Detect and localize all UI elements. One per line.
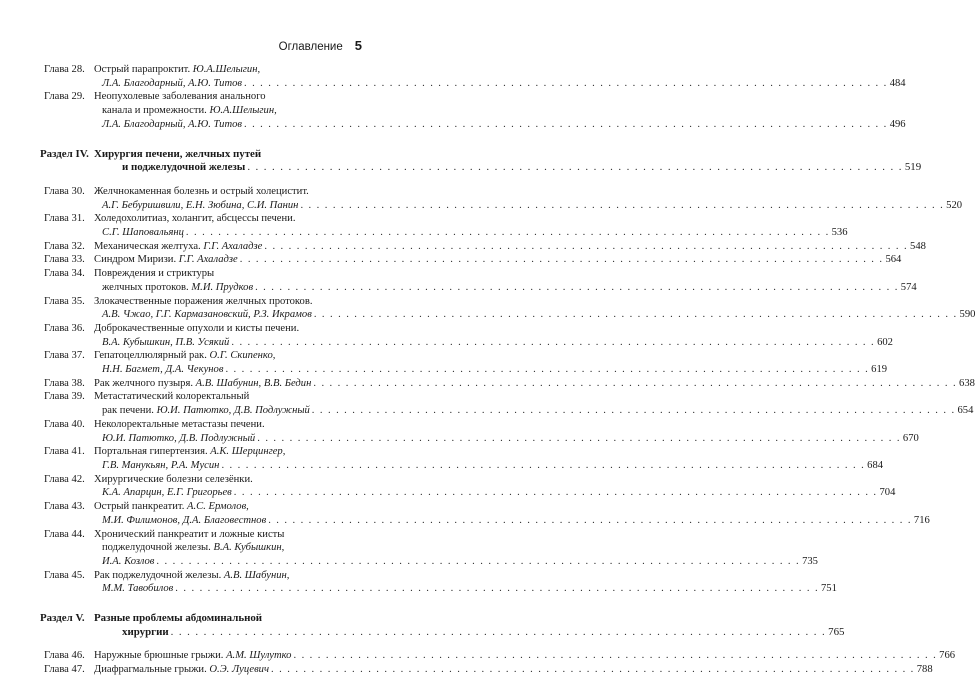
leader-dots — [268, 514, 912, 528]
leader-dots — [186, 226, 830, 240]
leader-dots — [293, 649, 937, 663]
author-names: Л.А. Благодарный, А.Ю. Титов — [102, 77, 242, 89]
chapter-title: Гепатоцеллюлярный рак. — [94, 350, 210, 362]
chapter-number: Глава 33. — [44, 254, 85, 266]
page-ref[interactable]: 654 — [957, 405, 974, 417]
entry-line — [94, 199, 963, 213]
chapter-number: Глава 34. — [44, 268, 85, 280]
toc-entry[interactable] — [44, 445, 884, 472]
section-title-line — [94, 161, 922, 175]
toc-entry[interactable] — [44, 377, 975, 391]
entry-line — [94, 486, 896, 500]
entry-line — [94, 77, 906, 91]
table-of-contents — [40, 63, 975, 677]
page-ref[interactable]: 788 — [916, 664, 933, 676]
leader-dots — [300, 199, 944, 213]
entry-line — [94, 226, 848, 240]
leader-dots — [171, 626, 827, 640]
author-names: А.В. Чжао, Г.Г. Кармазановский, Р.З. Икрамов — [102, 309, 312, 321]
author-names: М.И. Прудков — [191, 281, 254, 293]
chapter-number: Глава 40. — [44, 418, 85, 430]
entry-line — [94, 445, 362, 459]
leader-dots — [225, 363, 869, 377]
entry-text — [102, 118, 242, 132]
page-ref[interactable]: 536 — [831, 227, 848, 239]
section-label: Раздел IV. — [40, 147, 89, 160]
author-names: Г.Г. Ахаладзе — [178, 254, 238, 266]
section-title-text: хирургии — [122, 625, 169, 638]
page-ref[interactable]: 670 — [902, 432, 919, 444]
author-names: М.И. Филимонов, Д.А. Благовестнов — [102, 514, 267, 526]
entry-text — [94, 253, 238, 267]
author-names: Ю.И. Патютко, Д.В. Подлужный — [102, 432, 256, 444]
entry-line — [94, 253, 902, 267]
author-names: А.С. Ермолов, — [187, 501, 249, 513]
author-names: О.Э. Луцевич — [209, 664, 270, 676]
entry-text — [102, 308, 312, 322]
section-title-text: Хирургия печени, желчных путей — [94, 147, 262, 160]
chapter-title: Механическая желтуха. — [94, 240, 204, 252]
entry-text — [94, 349, 275, 363]
page-ref[interactable]: 619 — [871, 364, 888, 376]
section-title-line — [94, 148, 362, 162]
chapter-title: Холедохолитиаз, холангит, абсцессы печени. — [94, 213, 296, 225]
entry-line — [94, 90, 362, 104]
toc-entry[interactable] — [44, 253, 902, 267]
chapter-title: Желчнокаменная болезнь и острый холецистит. — [94, 185, 309, 197]
chapter-title: Синдром Миризи. — [94, 254, 179, 266]
author-names: Г.Г. Ахаладзе — [203, 240, 263, 252]
page-ref[interactable]: 704 — [879, 487, 896, 499]
entry-text — [94, 267, 214, 281]
chapter-title: Диафрагмальные грыжи. — [94, 664, 210, 676]
chapter-title: Повреждения и стриктуры — [94, 268, 215, 280]
chapter-title: Хирургические болезни селезёнки. — [94, 473, 253, 485]
chapter-title: Неколоректальные метастазы печени. — [94, 418, 265, 430]
chapter-title: желчных протоков. — [102, 281, 192, 293]
toc-entry[interactable] — [44, 63, 906, 90]
toc-entry[interactable] — [44, 500, 930, 527]
entry-line — [94, 322, 362, 336]
leader-dots — [264, 240, 908, 254]
entry-line — [94, 104, 362, 118]
page-ref[interactable]: 638 — [959, 377, 975, 389]
entry-text — [94, 500, 249, 514]
entry-line — [94, 267, 362, 281]
leader-dots — [247, 161, 903, 175]
chapter-title: Острый парапроктит. — [94, 64, 193, 75]
chapter-number: Глава 32. — [44, 240, 85, 252]
entry-line — [94, 240, 926, 254]
entry-line — [94, 541, 362, 555]
author-names: Ю.И. Патютко, Д.В. Подлужный — [156, 405, 310, 417]
entry-text — [102, 336, 229, 350]
author-names: А.В. Шабунин, — [223, 569, 290, 581]
entry-text — [94, 418, 265, 432]
chapter-title: Злокачественные поражения желчных протоков. — [94, 295, 313, 307]
chapter-title: Доброкачественные опухоли и кисты печени. — [94, 322, 300, 334]
chapter-title: рак печени. — [102, 405, 157, 417]
leader-dots — [156, 555, 800, 569]
author-names: Г.В. Манукьян, Р.А. Мусин — [102, 459, 220, 471]
chapter-title: Рак желчного пузыря. — [94, 377, 196, 389]
author-names: А.М. Шулутко — [226, 650, 292, 662]
leader-dots — [312, 404, 956, 418]
entry-line — [94, 582, 837, 596]
page-ref[interactable]: 766 — [939, 650, 956, 662]
leader-dots — [257, 432, 901, 446]
page-ref[interactable]: 519 — [904, 161, 922, 174]
page-number: 5 — [354, 38, 362, 53]
page-ref[interactable]: 684 — [867, 459, 884, 471]
entry-text — [102, 226, 184, 240]
author-names: К.А. Апарцин, Е.Г. Григорьев — [102, 487, 232, 499]
entry-line — [94, 212, 362, 226]
entry-text — [94, 212, 295, 226]
section-title-line — [94, 625, 845, 640]
leader-dots — [234, 486, 878, 500]
page-ref[interactable]: 496 — [889, 118, 906, 130]
toc-entry[interactable] — [44, 390, 974, 417]
toc-entry[interactable] — [44, 90, 906, 131]
entry-text — [94, 569, 289, 583]
toc-entry[interactable] — [44, 212, 848, 239]
leader-dots — [314, 308, 958, 322]
entry-line — [94, 377, 975, 391]
entry-line — [94, 295, 362, 309]
chapter-number: Глава 37. — [44, 350, 85, 362]
entry-line — [94, 555, 818, 569]
entry-text — [102, 541, 284, 555]
chapter-title: Хронический панкреатит и ложные кисты — [94, 528, 285, 540]
entry-line — [94, 649, 956, 663]
leader-dots — [244, 118, 888, 132]
toc-entry[interactable] — [44, 349, 888, 376]
entry-text — [94, 473, 253, 487]
section-title-text: и поджелудочной железы — [122, 161, 246, 174]
chapter-title: Наружные брюшные грыжи. — [94, 650, 227, 662]
entry-line — [94, 336, 893, 350]
chapter-number: Глава 42. — [44, 473, 85, 485]
entry-text — [94, 240, 262, 254]
chapter-number: Глава 44. — [44, 528, 85, 540]
entry-line — [94, 459, 884, 473]
author-names: В.А. Кубышкин, П.В. Усякий — [102, 336, 230, 348]
page-ref[interactable]: 765 — [828, 625, 845, 638]
entry-line — [94, 118, 906, 132]
section-title-line — [94, 612, 362, 626]
author-names: Ю.А.Шелыгин, — [209, 105, 277, 117]
entry-text — [102, 281, 253, 295]
entry-text — [94, 390, 249, 404]
chapter-number: Глава 28. — [44, 64, 85, 75]
leader-dots — [231, 336, 875, 350]
entry-line — [94, 308, 975, 322]
chapter-title: Неопухолевые заболевания анального — [94, 91, 266, 103]
author-names: А.К. Шерцингер, — [210, 446, 286, 458]
page-ref[interactable]: 735 — [802, 555, 818, 567]
chapter-number: Глава 30. — [44, 185, 85, 197]
entry-line — [94, 349, 362, 363]
running-header — [279, 38, 362, 53]
chapter-number: Глава 45. — [44, 569, 85, 581]
chapter-number: Глава 38. — [44, 377, 85, 389]
section-label: Раздел V. — [40, 612, 85, 625]
entry-text — [94, 295, 313, 309]
entry-text — [94, 649, 291, 663]
leader-dots — [221, 459, 865, 473]
entry-text — [94, 528, 284, 542]
chapter-number: Глава 41. — [44, 446, 85, 458]
chapter-number: Глава 39. — [44, 391, 85, 403]
toc-entry[interactable] — [44, 418, 919, 445]
page-ref[interactable]: 574 — [900, 281, 917, 293]
toc-entry[interactable] — [44, 569, 837, 596]
entry-text — [102, 459, 219, 473]
entry-line — [94, 390, 362, 404]
page-ref[interactable]: 520 — [946, 199, 963, 211]
entry-text — [102, 104, 277, 118]
author-names: Ю.А.Шелыгин, — [192, 64, 261, 75]
chapter-number: Глава 35. — [44, 295, 85, 307]
chapter-title: Рак поджелудочной железы. — [94, 569, 224, 581]
leader-dots — [244, 77, 888, 91]
leader-dots — [255, 281, 899, 295]
chapter-number: Глава 47. — [44, 664, 85, 676]
entry-text — [102, 363, 223, 377]
toc-entry[interactable] — [44, 240, 926, 254]
page-ref[interactable]: 548 — [910, 240, 926, 252]
author-names: В.А. Кубышкин, — [213, 542, 285, 554]
header-title: Оглавление — [278, 41, 343, 53]
toc-entry[interactable] — [44, 649, 956, 663]
chapter-title: поджелудочной железы. — [102, 542, 214, 554]
entry-line — [94, 185, 362, 199]
chapter-number: Глава 46. — [44, 650, 85, 662]
entry-text — [102, 486, 232, 500]
toc-entry[interactable] — [44, 295, 975, 322]
page-ref[interactable]: 484 — [889, 77, 906, 89]
entry-line — [94, 569, 362, 583]
toc-entry[interactable] — [44, 528, 818, 569]
section-title-text: Разные проблемы абдоминальной — [94, 612, 263, 625]
toc-entry[interactable] — [44, 663, 933, 677]
entry-line — [94, 404, 974, 418]
toc-entry[interactable] — [44, 473, 896, 500]
entry-text — [94, 445, 285, 459]
author-names: О.Г. Скипенко, — [209, 350, 276, 362]
entry-line — [94, 473, 362, 487]
entry-line — [94, 281, 917, 295]
section-heading — [40, 147, 922, 175]
author-names: И.А. Козлов — [102, 555, 155, 567]
entry-text — [102, 514, 266, 528]
chapter-number: Глава 29. — [44, 91, 85, 103]
chapter-number: Глава 31. — [44, 213, 85, 225]
entry-line — [94, 528, 362, 542]
page-ref[interactable]: 590 — [959, 309, 975, 321]
author-names: Л.А. Благодарный, А.Ю. Титов — [102, 118, 242, 130]
entry-text — [94, 663, 269, 677]
entry-text — [94, 185, 309, 199]
chapter-title: Портальная гипертензия. — [94, 446, 211, 458]
entry-line — [94, 63, 362, 77]
entry-text — [94, 377, 311, 391]
chapter-title: канала и промежности. — [102, 105, 210, 117]
toc-entry[interactable] — [44, 322, 893, 349]
entry-text — [94, 63, 260, 77]
author-names: А.В. Шабунин, В.В. Бедин — [195, 377, 312, 389]
entry-line — [94, 418, 362, 432]
entry-line — [94, 500, 362, 514]
author-names: Н.Н. Багмет, Д.А. Чекунов — [102, 364, 224, 376]
page-ref[interactable]: 716 — [913, 514, 930, 526]
page-ref[interactable]: 564 — [885, 254, 902, 266]
entry-text — [102, 582, 173, 596]
entry-line — [94, 663, 933, 677]
section-heading — [40, 612, 845, 639]
leader-dots — [175, 582, 819, 596]
entry-text — [102, 77, 242, 91]
chapter-title: Метастатический колоректальный — [94, 391, 250, 403]
page-ref[interactable]: 602 — [877, 336, 893, 348]
toc-entry[interactable] — [44, 267, 917, 294]
entry-text — [102, 432, 255, 446]
leader-dots — [271, 663, 915, 677]
entry-line — [94, 432, 919, 446]
chapter-number: Глава 43. — [44, 501, 85, 513]
author-names: С.Г. Шаповальянц — [102, 227, 184, 239]
leader-dots — [313, 377, 957, 391]
chapter-title: Острый панкреатит. — [94, 501, 188, 513]
entry-line — [94, 363, 888, 377]
page-ref[interactable]: 751 — [821, 583, 837, 595]
author-names: М.М. Тавобилов — [102, 583, 174, 595]
leader-dots — [240, 253, 884, 267]
entry-text — [102, 199, 298, 213]
entry-text — [102, 404, 310, 418]
chapter-number: Глава 36. — [44, 322, 85, 334]
toc-entry[interactable] — [44, 185, 963, 212]
entry-text — [94, 90, 266, 104]
author-names: А.Г. Бебуришвили, Е.Н. Зюбина, С.И. Панин — [102, 199, 299, 211]
entry-text — [102, 555, 154, 569]
entry-text — [94, 322, 299, 336]
entry-line — [94, 514, 930, 528]
